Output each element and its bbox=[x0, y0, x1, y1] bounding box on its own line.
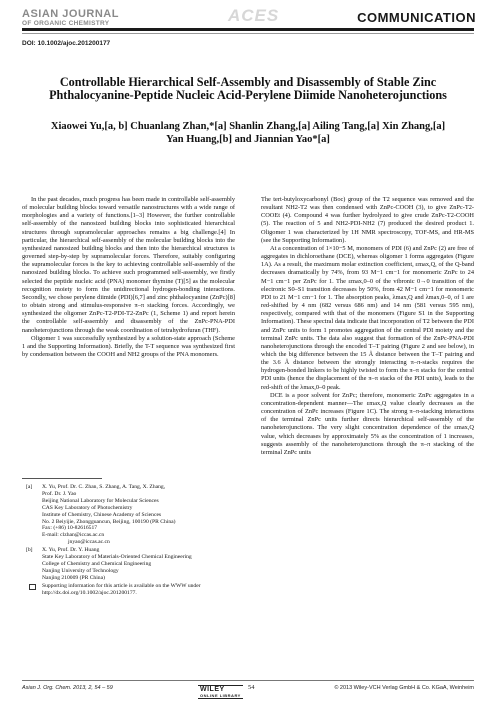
email-link[interactable]: jnyao@iccas.ac.cn bbox=[68, 539, 110, 546]
affiliation-tag: [b] bbox=[26, 547, 33, 554]
affiliation-line: Fax: (+86) 10-82616517 bbox=[42, 525, 98, 532]
wiley-logo-subtext: ONLINE LIBRARY bbox=[200, 693, 241, 698]
journal-subtitle: OF ORGANIC CHEMISTRY bbox=[22, 20, 110, 27]
author-list bbox=[30, 120, 466, 146]
article-title: Controllable Hierarchical Self-Assembly and Disassembly of Stable Zinc Phthalocyanine-Peptide Nucleic Acid-Perylene Diimide Nanoheterojunctions bbox=[49, 75, 447, 103]
affiliation-line: Beijing National Laboratory for Molecular Sciences bbox=[42, 497, 159, 504]
header-rule bbox=[22, 28, 474, 31]
footer-citation: Asian J. Org. Chem. 2013, 2, 54 – 59 bbox=[22, 685, 113, 691]
affiliation-line: Institute of Chemistry, Chinese Academy of Sciences bbox=[42, 511, 162, 518]
affiliation-line: Prof. Dr. J. Yao bbox=[42, 490, 77, 497]
affiliation-line: Nanjing 210009 (PR China) bbox=[42, 574, 105, 581]
affiliation-line: Nanjing University of Technology bbox=[42, 567, 119, 574]
society-logo: ACES bbox=[228, 6, 280, 25]
email-link[interactable]: E-mail: clzhan@iccas.ac.cn bbox=[42, 532, 105, 539]
paragraph: In the past decades, much progress has been made in controllable self-assembly of molecular building blocks toward versatile nanostructures with a wide range of morphologies and a variety of functions.[1–3] However, the further controllable self-assembly of the nanosized building blocks into sophisticated hierarchical structures through supramolecular approaches remains a big challenge.[4] In particular, the hierarchical self-assembly of the molecular building blocks into the synthesized nanosized building blocks and then into the hierarchical structures is governed step-by-step by supramolecular forces. Therefore, suitably configuring the supramolecular forces is the key to achieving controllable self-assembly of the nanosized building blocks. To achieve such programmed self-assembly, we firstly selected the peptide nucleic acid (PNA) monomer thymine (T)[5] as the molecular recognition moiety to form the unidirectional hydrogen-bonding interactions. Secondly, we chose perylene diimide (PDI)[6,7] and zinc phthalocyanine (ZnPc)[8] to obtain strong and stimulus-responsive π–π stacking forces. Accordingly, we synthesized the oligomer ZnPc-T2-PDI-T2-ZnPc (1, Scheme 1) and report herein the controllable self-assembly and disassembly of the ZnPc-PNA-PDI nanoheterojunctions through the weak coordination of tetrahydrofuran (THF). bbox=[22, 196, 235, 334]
doi: DOI: 10.1002/ajoc.201200177 bbox=[22, 40, 111, 47]
document-icon bbox=[29, 584, 36, 590]
paragraph: Oligomer 1 was successfully synthesized by a solution-state approach (Scheme 1 and the Supporting Information). Briefly, the T-T sequence was synthesized first by condensation between the COOH and NH2 groups of the PNA monomers. bbox=[22, 334, 235, 358]
footer-copyright: © 2013 Wiley-VCH Verlag GmbH & Co. KGaA, Weinheim bbox=[334, 685, 474, 691]
author-line-2: Yan Huang,[b] and Jiannian Yao*[a] bbox=[166, 134, 330, 145]
author-line-1: Xiaowei Yu,[a, b] Chuanlang Zhan,*[a] Shanlin Zhang,[a] Ailing Tang,[a] Xin Zhang,[a] bbox=[50, 121, 446, 132]
paragraph: The tert-butyloxycarbonyl (Boc) group of the T2 sequence was removed and the resultant NH2-T2 was then condensed with ZnPc-COOH (3), to give ZnPc-T2-COOEt (4). Compound 4 was further hydrolyzed to give crude ZnPc-T2-COOH (5). The reaction of 5 and NH2-PDI-NH2 (7) produced the desired product 1. Oligomer 1 was characterized by 1H NMR spectroscopy, TOF-MS, and HR-MS (see the Supporting Information). bbox=[261, 196, 474, 244]
supporting-info-link[interactable]: Supporting information for this article is available on the WWW under http://dx.doi.org/10.1002/ajoc.201200177. bbox=[42, 582, 201, 596]
supporting-info-note bbox=[22, 583, 235, 597]
journal-name: ASIAN JOURNAL bbox=[22, 8, 119, 20]
publisher-logo bbox=[198, 685, 243, 699]
affiliation-line: X. Yu, Prof. Dr. C. Zhan, S. Zhang, A. Tang, X. Zhang, bbox=[42, 484, 166, 490]
footer-rule bbox=[22, 680, 474, 681]
page-number: 54 bbox=[248, 684, 255, 691]
affiliation-line: State Key Laboratory of Materials-Oriented Chemical Engineering bbox=[42, 554, 192, 561]
paragraph: DCE is a poor solvent for ZnPc; therefore, monomeric ZnPc aggregates in a concentration-dependent manner—The εmax,Q value clearly decreases as the concentration of ZnPc increases (Figure 1C). The strong π–π-stacking interactions of the terminal ZnPc units further directs hierarchical self-assembly of the nanoheterojunctions. The very slight concentration dependence of the εmax,Q value, which decreases by approximately 5% as the concentration of 1 increases, suggests assembly of the nanoheterojunctions through the π–π stacking of the terminal ZnPc units bbox=[261, 391, 474, 456]
affiliation-line: CAS Key Laboratory of Photochemistry bbox=[42, 504, 133, 511]
footnote-rule bbox=[22, 478, 102, 479]
journal-logo bbox=[22, 8, 172, 28]
affiliation-line: No. 2 Beiyijie, Zhongguancun, Beijing, 100190 (PR China) bbox=[42, 518, 176, 525]
paragraph: At a concentration of 1×10−5 M, monomers of PDI (6) and ZnPc (2) are free of aggregates in dichloroethane (DCE), whereas oligomer 1 forms aggregates (Figure 1A). As a result, the maximum molar extinction coefficient, εmax,Q, of the Q-band decreases dramatically by 74%, from 93 M−1 cm−1 for monomeric ZnPc to 24 M−1 cm−1 per ZnPc for 1. The εmax,0–0 of the vibronic 0→0 transition of the electronic S0–S1 transition decreases by 50%, from 42 M−1 cm−1 for monomeric PDI to 21 M−1 cm−1 for 1. The absorption peaks, λmax,Q and λmax,0–0, of 1 are red-shifted by 4 nm (682 versus 686 nm) and 14 nm (581 versus 595 nm), respectively, compared with that of the monomers (Figure S1 in the Supporting Information). These spectral data indicate that incorporation of T2 between the PDI and ZnPc units to form 1 promotes aggregation of the central PDI moiety and the terminal ZnPc units. The data also suggest that formation of the ZnPc-PNA-PDI nanoheterojunctions through the encoded T–T pairing (Figure 2 and see below), in which the big difference between the 15 Å distance between the T–T pairing and the 3.6 Å distance between the strongly interacting π–π-stacks requires the hydrogen-bonded linkers to be highly twisted to form the π–π stacks for the central PDI units (hence the displacement of the π–π stacks of the PDI units), leads to the red-shift of the λmax,0–0 peak. bbox=[261, 244, 474, 391]
body-column-right bbox=[261, 196, 474, 457]
affiliation-b bbox=[22, 547, 235, 582]
affiliation-line: X. Yu, Prof. Dr. Y. Huang bbox=[42, 547, 100, 554]
affiliations bbox=[22, 484, 235, 597]
wiley-logo-text: WILEY bbox=[200, 686, 225, 693]
page-header bbox=[0, 0, 496, 54]
header-rule-thin bbox=[22, 33, 474, 34]
affiliation-tag: [a] bbox=[26, 484, 33, 490]
body-column-left bbox=[22, 196, 235, 359]
section-label: COMMUNICATION bbox=[357, 10, 476, 25]
affiliation-a bbox=[22, 484, 235, 546]
affiliation-line: College of Chemistry and Chemical Engineering bbox=[42, 560, 152, 567]
wiley-logo bbox=[198, 685, 243, 699]
